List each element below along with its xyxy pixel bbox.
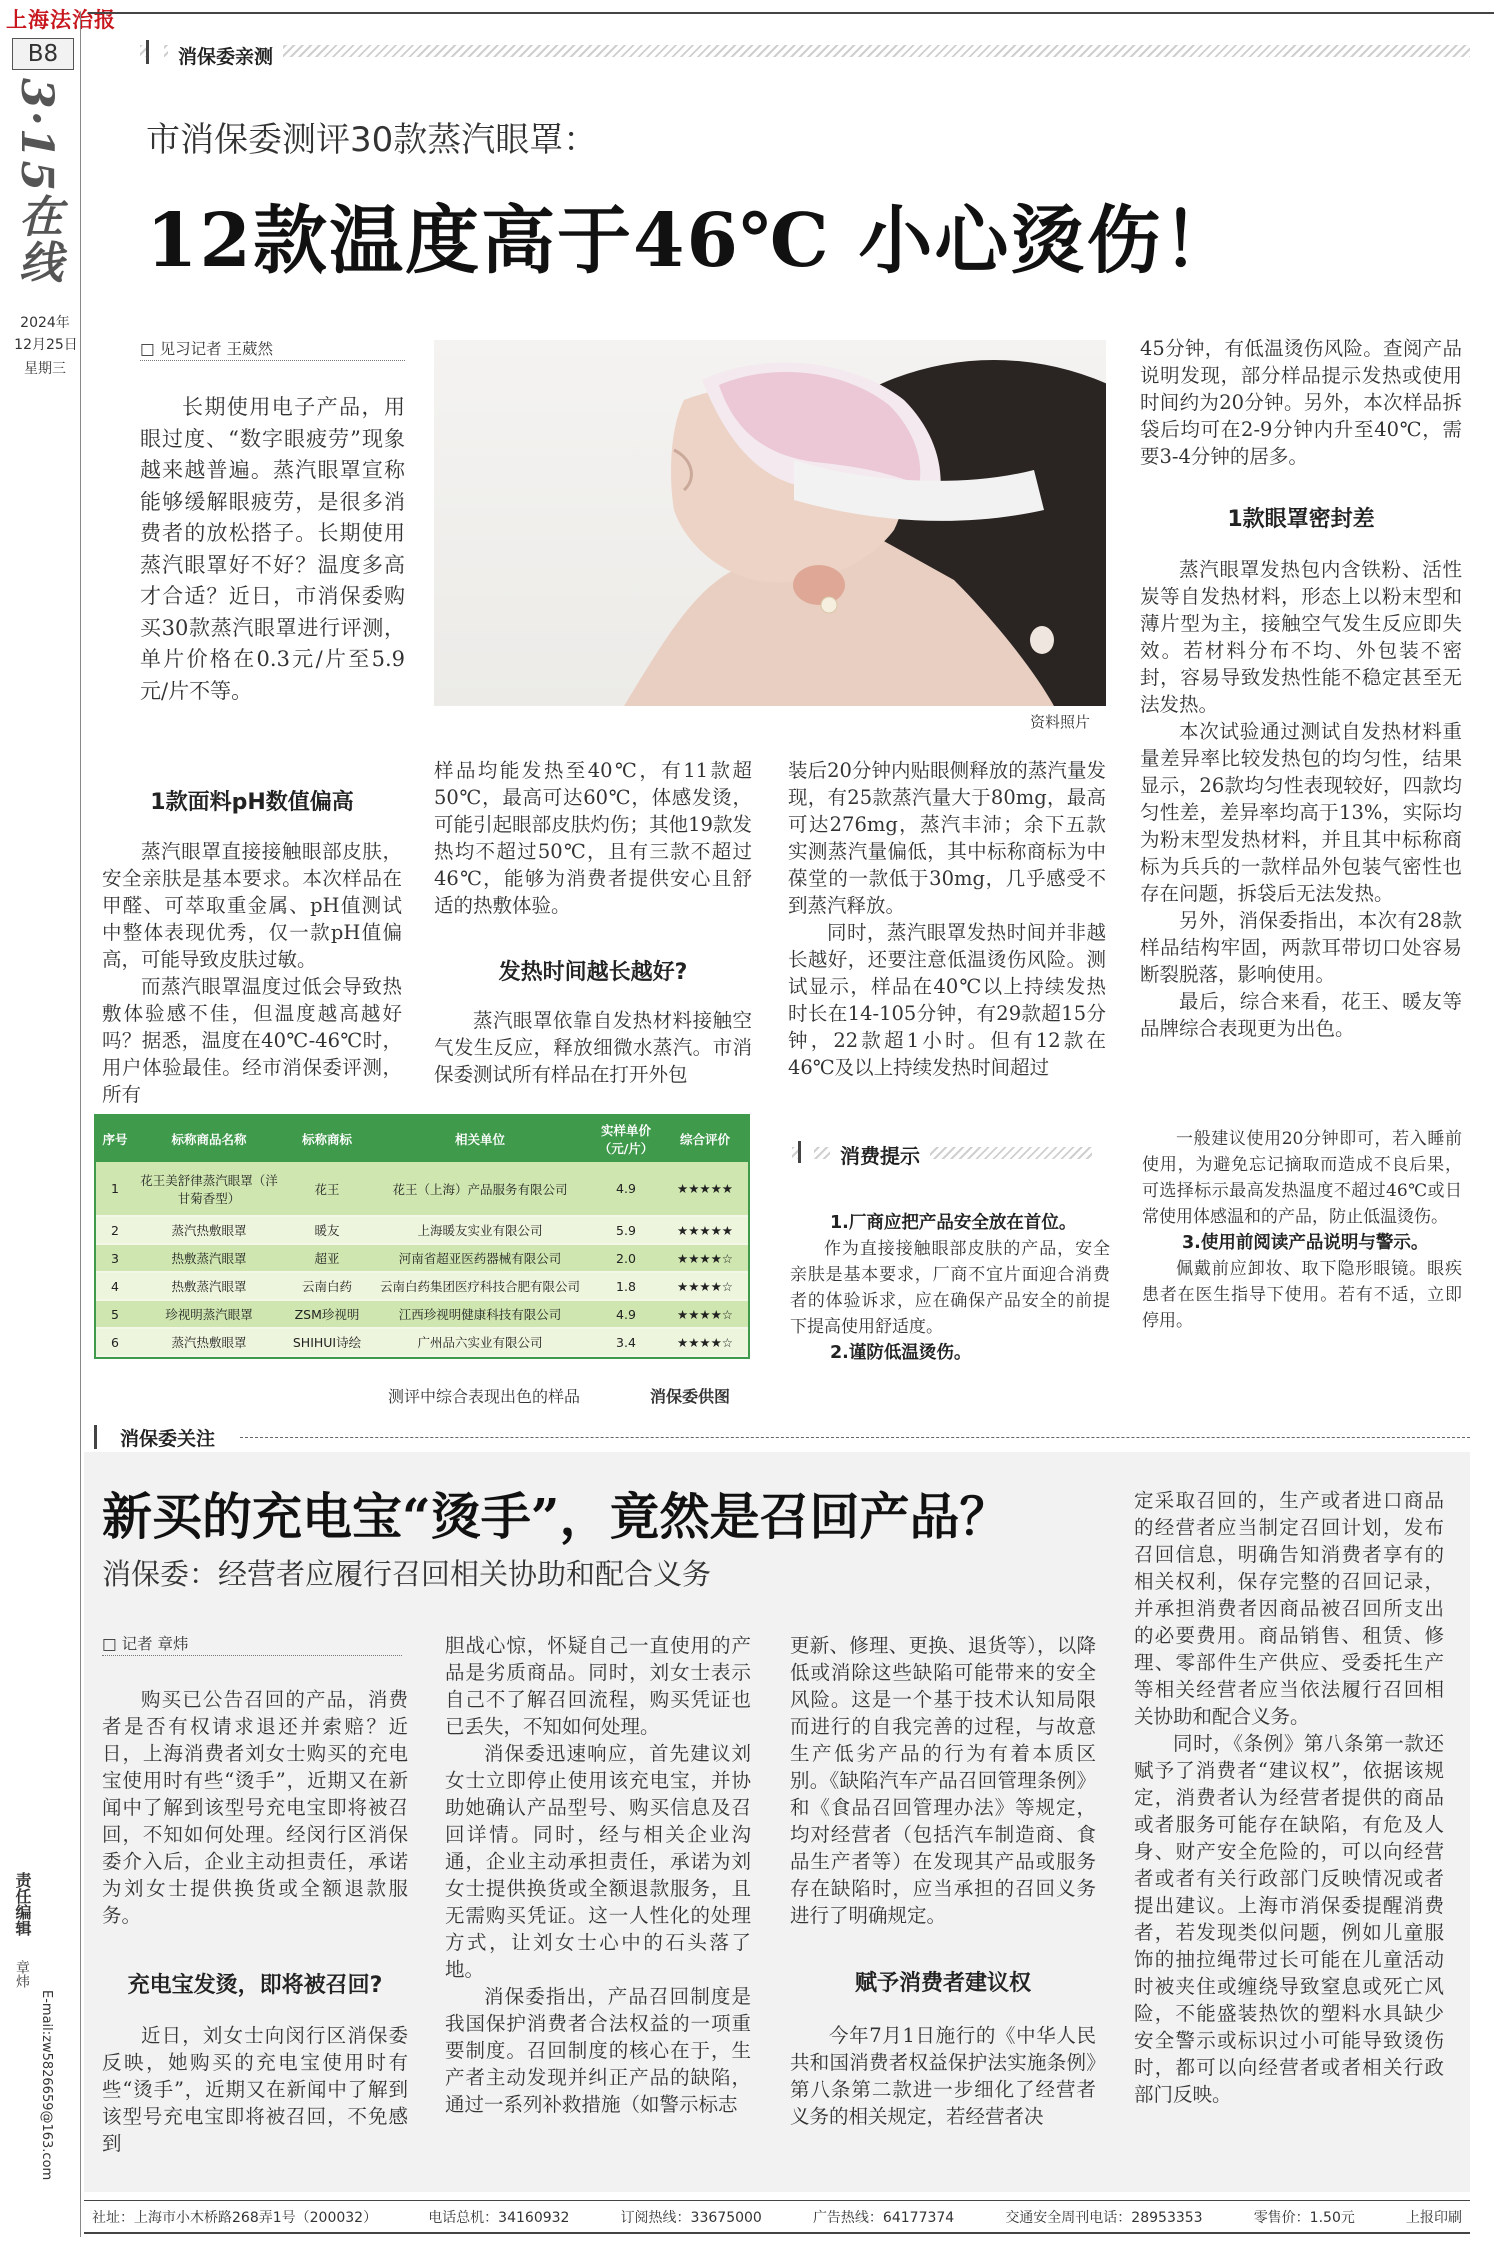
- s2-col1: [102, 1686, 408, 1929]
- table-cell: 2: [96, 1216, 134, 1244]
- headline: 12款温度高于46℃ 小心烫伤！: [146, 198, 1239, 284]
- col1-para-2: 而蒸汽眼罩温度过低会导致热敷体验感不佳，但温度越高越好吗？据悉，温度在40℃-46℃时，用户体验最佳。经市消保委评测，所有: [102, 975, 402, 1106]
- editor-email: E-mail:zw5826659@163.com: [39, 1990, 54, 2181]
- col2-para-2: 蒸汽眼罩依靠自发热材料接触空气发生反应，释放细微水蒸汽。市消保委测试所有样品在打开外包: [434, 1009, 752, 1086]
- table-header: 相关单位: [370, 1116, 590, 1162]
- table-header-row: [96, 1116, 748, 1162]
- tips-marker: [798, 1141, 814, 1163]
- tip-2-body: 一般建议使用20分钟即可，若入睡前使用，为避免忘记摘取而造成不良后果，可选择标示最高发热温度不超过46℃或日常使用体感温和的产品，防止低温烫伤。: [1142, 1129, 1462, 1227]
- s2-col1-para-1: 购买已公告召回的产品，消费者是否有权请求退还并索赔？近日，上海消费者刘女士购买的充电宝使用时有些“烫手”，近期又在新闻中了解到该型号充电宝即将被召回，不知如何处理。经闵行区消保委介入后，企业主动担责任，承诺为刘女士提供换货或全额退款服务。: [102, 1688, 408, 1927]
- kicker: 市消保委测评30款蒸汽眼罩：: [146, 120, 598, 160]
- story2-tag: 消保委关注: [120, 1428, 216, 1450]
- col3-para-2: 同时，蒸汽眼罩发热时间并非越长越好，还要注意低温烫伤风险。测试显示，样品在40℃以上持续发热时长在14-105分钟，有29款超15分钟，22款超1小时。但有12款在46℃及以上持续发热时间超过: [788, 921, 1106, 1079]
- table-cell: 1: [96, 1162, 134, 1216]
- story2-byline-text: 记者 章炜: [121, 1635, 189, 1653]
- table-row: [96, 1244, 748, 1272]
- table-cell: 蒸汽热敷眼罩: [134, 1328, 284, 1356]
- story2-tag-marker: [94, 1425, 110, 1449]
- table-cell: 3: [96, 1244, 134, 1272]
- col4-para-4: 另外，消保委指出，本次有28款样品结构牢固，两款耳带切口处容易断裂脱落，影响使用。: [1140, 909, 1462, 986]
- table-row: [96, 1272, 748, 1300]
- col4-para-5: 最后，综合来看，花王、暖友等品牌综合表现更为出色。: [1140, 990, 1462, 1040]
- s2-col2-para-3: 消保委指出，产品召回制度是我国保护消费者合法权益的一项重要制度。召回制度的核心在于，生产者主动发现并纠正产品的缺陷，通过一系列补救措施（如警示标志: [445, 1985, 751, 2116]
- rating-stars: ★★★★★: [662, 1162, 748, 1216]
- rating-stars: ★★★★★: [662, 1216, 748, 1244]
- table-cell: 河南省超亚医药器械有限公司: [370, 1244, 590, 1272]
- s2-col4-para-1: 定采取召回的，生产或者进口商品的经营者应当制定召回计划，发布召回信息，明确告知消费者享有的相关权利，保存完整的召回记录，并承担消费者因商品被召回所支出的必要费用。商品销售、租赁、修理、零部件生产供应、受委托生产等相关经营者应当依法履行召回相关协助和配合义务。: [1134, 1489, 1444, 1728]
- table-cell: 3.4: [590, 1328, 662, 1356]
- table-cell: 4: [96, 1272, 134, 1300]
- table-header: 标称商品名称: [134, 1116, 284, 1162]
- byline-rule: [140, 360, 405, 361]
- col4-para-2: 蒸汽眼罩发热包内含铁粉、活性炭等自发热材料，形态上以粉末型和薄片型为主，接触空气发生反应即失效。若材料分布不均、外包装不密封，容易导致发热性能不稳定甚至无法发热。: [1140, 558, 1462, 716]
- issue-date: 12月25日: [14, 337, 78, 353]
- story2-byline: □ 记者 章炜: [102, 1635, 189, 1653]
- table-row: [96, 1328, 748, 1356]
- footer-address: 社址：上海市小木桥路268弄1号（200032）: [92, 2210, 378, 2226]
- s2-subhead-recall: 充电宝发烫，即将被召回?: [127, 1973, 383, 1998]
- section-tag: 消保委亲测: [168, 40, 283, 71]
- footer-ads: 广告热线：64177374: [812, 2210, 955, 2226]
- subhead-duration: 发热时间越长越好?: [498, 960, 688, 985]
- table-cell: 珍视明蒸汽眼罩: [134, 1300, 284, 1328]
- rating-stars: ★★★★☆: [662, 1272, 748, 1300]
- section-tag-bar: [140, 45, 1470, 57]
- footer-price: 零售价：1.50元: [1253, 2210, 1355, 2226]
- left-rail-rule: [80, 12, 81, 2237]
- page-number: B8: [12, 38, 74, 70]
- table-cell: 上海暖友实业有限公司: [370, 1216, 590, 1244]
- tip-2-head: 2.谨防低温烫伤。: [830, 1343, 972, 1363]
- table-cell: 5.9: [590, 1216, 662, 1244]
- footer-printer: 上报印刷: [1405, 2210, 1462, 2226]
- table-cell: SHIHUI诗绘: [284, 1328, 370, 1356]
- table-header: 序号: [96, 1116, 134, 1162]
- table-cell: 广州品六实业有限公司: [370, 1328, 590, 1356]
- s2-col3: 更新、修理、更换、退货等），以降低或消除这些缺陷可能带来的安全风险。这是一个基于技术认知局限而进行的自我完善的过程，与故意生产低劣产品的行为有着本质区别。《缺陷汽车产品召回管理条例》和《食品召回管理办法》等规定，均对经营者（包括汽车制造商、食品生产者等）在发现其产品或服务存在缺陷时，应当承担的召回义务进行了明确规定。: [790, 1634, 1096, 1927]
- table-row: [96, 1162, 748, 1216]
- tips-right: [1142, 1126, 1462, 1334]
- table-cell: ZSM珍视明: [284, 1300, 370, 1328]
- table-cell: 花王: [284, 1162, 370, 1216]
- footer-switchboard: 电话总机：34160932: [428, 2210, 570, 2226]
- footer-traffic: 交通安全周刊电话：28953353: [1005, 2210, 1203, 2226]
- bottom-rule: [84, 2232, 1470, 2234]
- ranking-table: [94, 1114, 750, 1359]
- col4-para-3: 本次试验通过测试自发热材料重量差异率比较发热包的均匀性，结果显示，26款均匀性表现较好，四款均匀性差，差异率均高于13%，实际均为粉末型发热材料，并且其中标称商标为兵兵的一款样品外包装气密性也存在问题，拆袋后无法发热。: [1140, 720, 1462, 905]
- rating-stars: ★★★★☆: [662, 1244, 748, 1272]
- story2-headline: 新买的充电宝“烫手”，竟然是召回产品？: [102, 1487, 1010, 1546]
- s2-col4: [1134, 1487, 1444, 2108]
- tips-title: 消费提示: [830, 1140, 930, 1169]
- footer-rule: [84, 2200, 1470, 2201]
- byline-text: 见习记者 王葳然: [159, 340, 274, 358]
- table-cell: 热敷蒸汽眼罩: [134, 1272, 284, 1300]
- top-rule: [88, 12, 1494, 14]
- subhead-seal: 1款眼罩密封差: [1227, 507, 1375, 532]
- s2-col2-para-2: 消保委迅速响应，首先建议刘女士立即停止使用该充电宝，并协助她确认产品型号、购买信息及召回详情。同时，经与相关企业沟通，企业主动承担责任，承诺为刘女士提供换货或全额退款服务，且无需购买凭证。这一人性化的处理方式，让刘女士心中的石头落了地。: [445, 1742, 751, 1981]
- table-cell: 云南白药集团医疗科技合肥有限公司: [370, 1272, 590, 1300]
- table-row: [96, 1300, 748, 1328]
- table-cell: 4.9: [590, 1162, 662, 1216]
- table-header: 综合评价: [662, 1116, 748, 1162]
- tip-3-body: 佩戴前应卸妆、取下隐形眼镜。眼疾患者在医生指导下使用。若有不适，立即停用。: [1142, 1259, 1462, 1331]
- paper-name: 上海法治报: [6, 7, 116, 32]
- col3-para-1: 装后20分钟内贴眼侧释放的蒸汽量发现，有25款蒸汽量大于80mg，最高可达276mg，蒸汽丰沛；余下五款实测蒸汽量偏低，其中标称商标为中葆堂的一款低于30mg，几乎感受不到蒸汽释放。: [788, 759, 1106, 917]
- issue-year: 2024年: [20, 315, 70, 331]
- table-cell: 超亚: [284, 1244, 370, 1272]
- byline: □ 见习记者 王葳然: [140, 340, 274, 358]
- ranking-table-grid: [96, 1116, 748, 1357]
- tips-left: [790, 1210, 1110, 1366]
- table-cell: 5: [96, 1300, 134, 1328]
- story2-tag-rule: [240, 1437, 1470, 1438]
- table-cell: 云南白药: [284, 1272, 370, 1300]
- s2-col1-b: 近日，刘女士向闵行区消保委反映，她购买的充电宝使用时有些“烫手”，近期又在新闻中了解到该型号充电宝即将被召回，不免感到: [102, 2024, 408, 2155]
- col2-para-1: 样品均能发热至40℃，有11款超50℃，最高可达60℃，体感发烫，可能引起眼部皮肤灼伤；其他19款发热均不超过50℃，且有三款不超过46℃，能够为消费者提供安心且舒适的热敷体验。: [434, 759, 752, 917]
- table-cell: 花王美舒律蒸汽眼罩（洋甘菊香型）: [134, 1162, 284, 1216]
- table-cell: 蒸汽热敷眼罩: [134, 1216, 284, 1244]
- table-cell: 热敷蒸汽眼罩: [134, 1244, 284, 1272]
- tip-1-head: 1.厂商应把产品安全放在首位。: [830, 1213, 1077, 1233]
- story2-byline-rule: [102, 1655, 402, 1656]
- tag-marker: [146, 40, 164, 64]
- issue-weekday: 星期三: [24, 361, 66, 377]
- s2-col2-para-1: 胆战心惊，怀疑自己一直使用的产品是劣质商品。同时，刘女士表示自己不了解召回流程，购买凭证也已丢失，不知如何处理。: [445, 1634, 751, 1738]
- tip-3-head: 3.使用前阅读产品说明与警示。: [1182, 1233, 1429, 1253]
- col4-para-1: 45分钟，有低温烫伤风险。查阅产品说明发现，部分样品提示发热或使用时间约为20分钟。另外，本次样品拆袋后均可在2-9分钟内升至40℃，需要3-4分钟的居多。: [1140, 337, 1462, 468]
- subhead-ph: 1款面料pH数值偏高: [150, 790, 354, 815]
- story2-subhead: 消保委：经营者应履行召回相关协助和配合义务: [102, 1557, 712, 1591]
- photo-illustration: [434, 340, 1106, 706]
- rating-stars: ★★★★☆: [662, 1328, 748, 1356]
- intro-paragraph: 长期使用电子产品，用眼过度、“数字眼疲劳”现象越来越普遍。蒸汽眼罩宣称能够缓解眼疲劳，是很多消费者的放松搭子。长期使用蒸汽眼罩好不好？温度多高才合适？近日，市消保委购买30款蒸汽眼罩进行评测，单片价格在0.3元/片至5.9元/片不等。: [140, 395, 405, 703]
- col1-body: [102, 838, 402, 1108]
- editor-label: 责任编辑: [13, 1872, 32, 1936]
- table-credit: 消保委供图: [650, 1387, 731, 1406]
- photo-eye-mask: [434, 340, 1106, 706]
- section-vertical: 3·15在线: [11, 78, 62, 286]
- table-header: 实样单价（元/片）: [590, 1116, 662, 1162]
- table-cell: 江西珍视明健康科技有限公司: [370, 1300, 590, 1328]
- s2-col4-para-2: 同时，《条例》第八条第一款还赋予了消费者“建议权”，依据该规定，消费者认为经营者提供的商品或者服务可能存在缺陷，有危及人身、财产安全危险的，可以向经营者或者有关行政部门反映情况或者提出建议。上海市消保委提醒消费者，若发现类似问题，例如儿童服饰的抽拉绳带过长可能在儿童活动时被夹住或缠绕导致窒息或死亡风险，不能盛装热饮的塑料水具缺少安全警示或标识过小可能导致烫伤时，都可以向经营者或者相关行政部门反映。: [1134, 1732, 1444, 2106]
- rating-stars: ★★★★☆: [662, 1300, 748, 1328]
- table-cell: 6: [96, 1328, 134, 1356]
- s2-col2: [445, 1632, 751, 2118]
- table-cell: 1.8: [590, 1272, 662, 1300]
- col4-body: [1140, 556, 1462, 1042]
- table-caption: 测评中综合表现出色的样品: [388, 1387, 581, 1406]
- editor-name: 章炜: [14, 1960, 30, 1988]
- table-cell: 花王（上海）产品服务有限公司: [370, 1162, 590, 1216]
- col3-body: [788, 757, 1106, 1081]
- photo-caption: 资料照片: [1030, 713, 1091, 731]
- s2-col3-b: 今年7月1日施行的《中华人民共和国消费者权益保护法实施条例》第八条第二款进一步细化了经营者义务的相关规定，若经营者决: [790, 2024, 1096, 2128]
- col1-para-1: 蒸汽眼罩直接接触眼部皮肤，安全亲肤是基本要求。本次样品在甲醛、可萃取重金属、pH值测试中整体表现优秀，仅一款pH值偏高，可能导致皮肤过敏。: [102, 840, 402, 971]
- table-cell: 暖友: [284, 1216, 370, 1244]
- tip-1-body: 作为直接接触眼部皮肤的产品，安全亲肤是基本要求，厂商不宜片面迎合消费者的体验诉求，应在确保产品安全的前提下提高使用舒适度。: [790, 1239, 1110, 1337]
- footer-subscribe: 订阅热线：33675000: [620, 2210, 762, 2226]
- table-row: [96, 1216, 748, 1244]
- table-cell: 2.0: [590, 1244, 662, 1272]
- s2-subhead-rights: 赋予消费者建议权: [854, 1971, 1031, 1996]
- footer: [84, 2204, 1470, 2230]
- table-cell: 4.9: [590, 1300, 662, 1328]
- table-header: 标称商标: [284, 1116, 370, 1162]
